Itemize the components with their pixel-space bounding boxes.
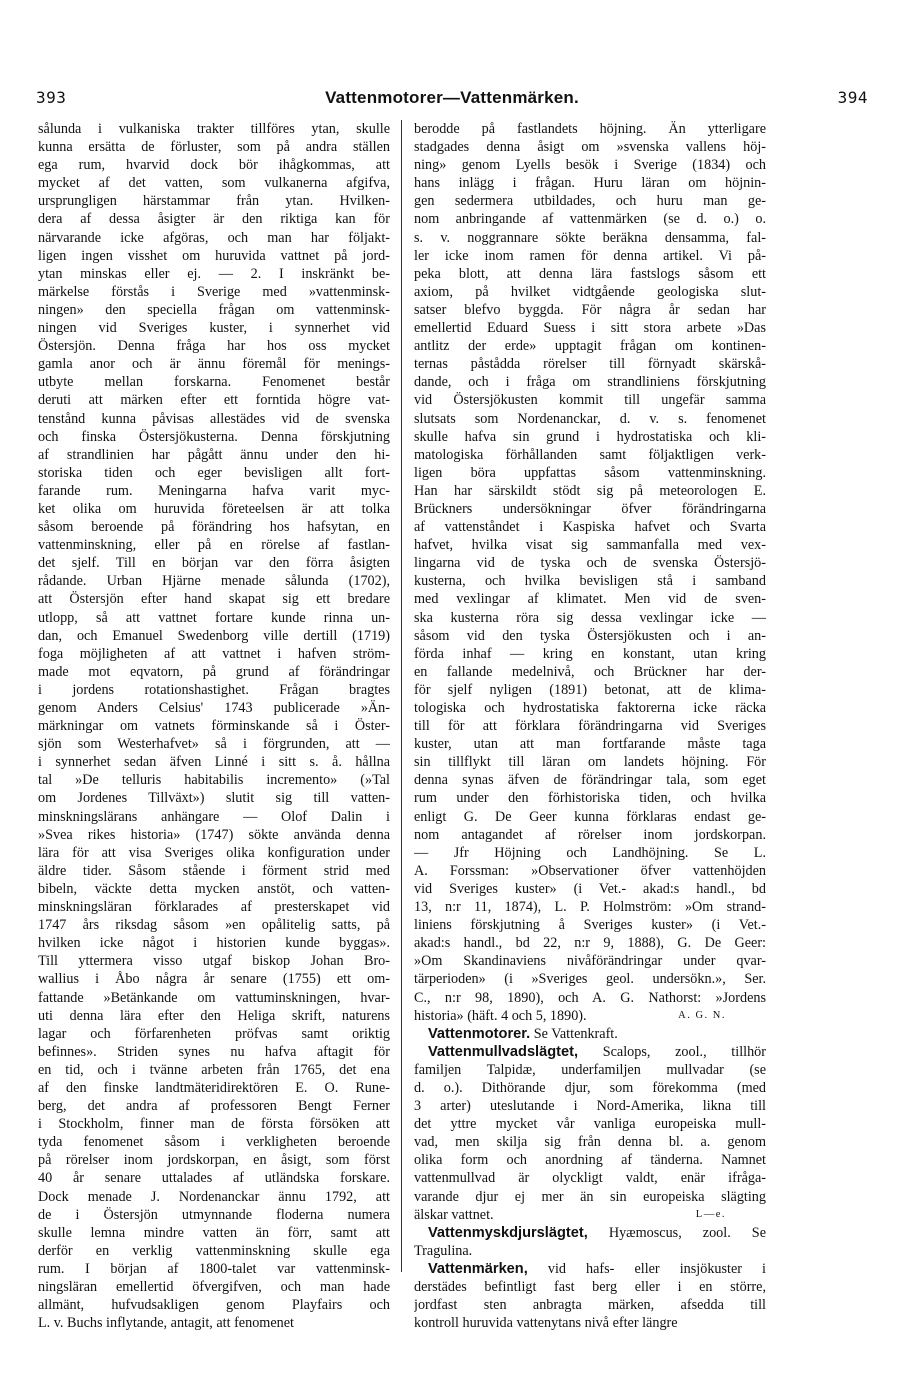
text-line: deruti att märken efter ett forntida högre vat- [38,392,390,409]
text-line: tärperioden» (i »Sveriges geol. undersökn.», Ser. [414,971,766,988]
text-line: foga möjligheten af att vattnet i hafven ström- [38,645,390,662]
right-column [414,120,766,1332]
text-line: »Svea rikes historia» (1747) sökte använda denna [38,826,390,843]
text-line: ligen ingen visshet om huruvida vattnet på jord- [38,247,390,264]
text-line [414,1224,766,1242]
text-line: familjen Talpidæ, underfamiljen mullvadar (se [414,1061,766,1078]
author-signature: L—e. [695,1208,726,1220]
text-line: L. v. Buchs inflytande, antagit, att fenomenet [38,1315,294,1332]
article-headword: Vattenmullvadslägtet, [428,1043,579,1060]
text-line: tenstånd kunna påvisas allestädes vid de svenska [38,410,390,427]
text-line: antlitz der erde» upptagit frågan om kontinen- [414,338,766,355]
text-line: ytan minskas eller ej. — 2. I inskränkt be- [38,265,390,282]
text-line: storiska tiden och eger bevisligen allt fort- [38,464,390,481]
text-line: ningsläran emellertid öfvergifven, och man hade [38,1279,390,1295]
text-line: vattenminskning, eller på en rörelse af fastlan- [38,537,390,554]
text-line: tyda fenomenet såsom i verkligheten beroende [38,1134,390,1151]
text-line: 13, n:r 11, 1874), L. P. Holmström: »Om strand- [414,899,766,916]
text-line: tal »De telluris habitabilis incremento» (»Tal [38,772,390,789]
text-line: med vexlingar af klimatet. Men vid de sven- [414,591,766,608]
text-line: nom antagandet af rörelser inom jordskorpan. [414,826,766,843]
text-line: ursprungligen härstammar från ytan. Hvilken- [38,193,390,210]
text-line: s. v. noggrannare sökte beräkna densamma, fal- [414,229,766,246]
text-line: peka blott, att denna lära fastslogs såsom ett [414,265,766,282]
text-line: dan, och Emanuel Swedenborg ville dertill (1719) [38,627,390,644]
text-line: mycket af det vatten, som vulkanerna afgifva, [38,175,390,192]
text-line: berg, det andra af professoren Bengt Ferner [38,1098,390,1115]
text-line: ler icke inom ramen för denna artikel. Vi på- [414,247,766,264]
text-line: skulle hafva sin grund i hydrostatiska och kli- [414,428,766,445]
text-line: vattenmullvad är olyckligt valdt, enär ifråga- [414,1170,766,1187]
page-header [36,88,868,110]
text-line: minskningsläran förklarades af presterskapet vid [38,899,390,916]
text-line: och finska Östersjökusterna. Denna förskjutning [38,428,390,445]
text-line: sjön som Westerhafvet» så i förgrunden, att — [38,736,390,753]
text-line: befinnes». Striden synes nu hafva aftagit för [38,1043,390,1060]
text-line: Dock menade J. Nordenanckar ännu 1792, att [38,1188,390,1205]
article-headword: Vattenmotorer. [428,1025,531,1042]
text-line: nom anbringande af vattenmärken (se d. o.) o. [414,211,766,228]
text-line: ning» genom Lyells besök i Sverige (1834) och [414,157,766,174]
text-line: made mot eqvatorn, på grund af förändringar [38,663,390,680]
article-headword: Vattenmärken, [428,1260,528,1277]
text-line [414,1260,766,1278]
text-line: farande rum. Meningarna hafva varit myc- [38,482,390,499]
text-line: en fallande medelnivå, och Brückner har der- [414,663,766,680]
text-line: gamla anor och är ännu föremål för menings- [38,356,390,373]
text-line: lära för att visa Sveriges olika konfiguration under [38,844,390,861]
text-line: lingarna vid de tyska och de svenska Östersjö- [414,555,766,572]
text-line: till för att förklara förändringarna vid Sveriges [414,718,766,735]
text-line: att Östersjön efter hand skapat sig ett bredare [38,591,390,608]
text-line: dande, och i fråga om strandliniens förskjutning [414,374,766,391]
text-line: af strandlinien har pågått ännu under den hi- [38,446,390,463]
text-line: dera af dessa åsigter är den riktiga kan för [38,211,390,228]
text-line: bibeln, väckte detta mycken anstöt, och vatten- [38,880,390,897]
text-line: det yttre mycket vår vanliga europeiska mull- [414,1116,766,1133]
text-line: 40 år senare uttalades af utländska forskare. [38,1170,390,1187]
text-line: skulle lemna mindre vatten än förr, samt att [38,1224,390,1241]
page-number-left: 393 [36,88,67,107]
text-line: på rörelser inom jordskorpan, en åsigt, som först [38,1152,390,1169]
text-line: vid Sveriges kuster» (i Vet.- akad:s handl., bd [414,880,766,897]
article-text: Scalops, zool., tillhör [578,1043,766,1060]
text-line: emellertid Eduard Suess i sitt stora arbete »Das [414,320,766,337]
text-line [414,1025,766,1043]
text-line: kunna ersätta de förluster, som på andra ställen [38,139,390,156]
text-line: axiom, på hvilket vidtgående geologiska slut- [414,283,766,300]
text-line: olika form och anordning af tänderna. Namnet [414,1152,766,1169]
text-line-content: historia» (häft. 4 och 5, 1890). [414,1007,587,1024]
text-line: rum under den förhistoriska tiden, och hvilka [414,790,766,807]
page-number-right: 394 [837,88,868,107]
text-line: derstädes befintligt fast berg eller i en större, [414,1279,766,1295]
text-line: satser blefvo byggda. För några år sedan har [414,301,766,318]
text-line: det sjelf. Till en början var den förra åsigten [38,555,390,572]
text-line: i Stockholm, finner man de första försöken att [38,1116,390,1133]
text-line: sålunda i vulkaniska trakter tillföres ytan, skulle [38,121,390,137]
text-line: derför en verklig vattenminskning skulle ega [38,1242,390,1259]
text-line: lagar och förfarenheten pröfvas samt oriktig [38,1025,390,1042]
text-line [414,1007,766,1025]
text-line: märkningar om vatnets förminskande så i Öster- [38,718,390,735]
text-line: stadgades denna åsigt om »svenska vallens höj- [414,139,766,156]
text-line: jordfast sten anbragta märken, afsedda till [414,1297,766,1314]
text-line: »Om Skandinaviens nivåförändringar under qvar- [414,953,766,970]
text-line: C., n:r 98, 1890), och A. G. Nathorst: »Jordens [414,989,766,1006]
text-line: minskningslärans anhängare — Olof Dalin i [38,808,390,825]
text-line: förda inhaf — kring en konstant, utan kring [414,645,766,662]
text-line: utlopp, så att vattnet fortare kunde rinna un- [38,609,390,626]
column-divider [401,120,402,1272]
text-line: rådande. Urban Hjärne menade sålunda (1702), [38,573,390,590]
text-line: kuster, utan att man fortfarande måste taga [414,736,766,753]
author-signature: A. G. N. [678,1009,726,1021]
text-line: hvilken icke något i historien kunde byggas». [38,935,390,952]
text-line: ket olika om huruvida företeelsen är att tolka [38,500,390,517]
text-line: kontroll huruvida vattenytans nivå efter längre [414,1315,678,1332]
text-line: tologiska och hydrostatiska faktorerna icke räcka [414,700,766,716]
text-line-content: älskar vattnet. [414,1206,494,1223]
text-line: ska kusterna röra sig dessa vexlingar icke — [414,609,766,626]
text-line: — Jfr Höjning och Landhöjning. Se L. [414,844,766,861]
text-line: 1747 års riksdag såsom »en opålitelig satts, på [38,917,390,934]
text-line: märkelse förstås i Sverige med »vattenminsk- [38,283,390,300]
text-line: vad, men skilja sig från denna bl. a. genom [414,1134,766,1151]
text-line: ternas påstådda rörelser till förnyadt skärskå- [414,356,766,373]
text-line: A. Forssman: »Observationer öfver vattenhöjden [414,862,766,879]
text-line: denna synas äfven de förändringar tala, som eget [414,772,766,789]
text-line: en tid, och i tvänne arbeten från 1765, det ena [38,1061,390,1078]
text-line [414,1206,766,1224]
text-line: ega rum, hvarvid dock bör ihågkommas, att [38,157,390,174]
running-head: Vattenmotorer—Vattenmärken. [325,88,579,107]
text-line: hans inlägg i frågan. Huru läran om höjnin- [414,175,766,192]
text-line: matologiska förhållanden samt följaktligen verk- [414,446,766,463]
text-line: liniens förskjutning å Sveriges kuster» (i Vet.- [414,917,766,934]
text-line: uti denna lära efter den Heliga skrift, naturens [38,1007,390,1024]
text-line: närvarande icke afgöras, och man har följakt- [38,229,390,246]
text-line: d. o.). Dithörande djur, som förekomma (med [414,1079,766,1096]
text-line: om Jordenes Tillväxt») slutit sig till vatten- [38,790,390,807]
text-line: varande djur ej mer än sin europeiska slägting [414,1188,766,1205]
article-headword: Vattenmyskdjurslägtet, [428,1224,588,1241]
text-line: ningen vid Sveriges kuster, i synnerhet vid [38,320,390,337]
article-text: vid hafs- eller insjökuster i [527,1260,766,1277]
text-line: gen sedermera utbildades, och huru man ge- [414,193,766,210]
article-text: Hyæmoscus, zool. Se [587,1224,766,1241]
text-line: för sjelf nyligen (1891) betonat, att de klima- [414,681,766,698]
text-line: fattande »Betänkande om vattuminskningen, hvar- [38,989,390,1006]
text-line: sin tillflykt till läran om landets höjning. För [414,754,766,771]
text-line: äldre tider. Såsom stående i förment strid med [38,862,390,879]
text-line: af vattenståndet i Kaspiska hafvet och Svarta [414,519,766,536]
text-line: genom Anders Celsius' 1743 publicerade »Än- [38,700,390,716]
text-line: vid Östersjökusten kommit till ungefär samma [414,392,766,409]
text-line: enligt G. De Geer kunna förklaras endast ge- [414,808,766,825]
text-line: Östersjön. Denna fråga har hos oss mycket [38,338,390,355]
article-text: Se Vattenkraft. [530,1025,618,1042]
text-line: ningen» den speciella frågan om vattenminsk- [38,301,390,318]
text-line: berodde på fastlandets höjning. Än ytterligare [414,121,766,137]
text-line: såsom beroende på förändring hos hafsytan, en [38,519,390,536]
text-line: utbyte mellan forskarna. Fenomenet består [38,374,390,391]
left-column [38,120,390,1332]
text-line: af den finske landtmäteridirektören E. O. Rune- [38,1079,390,1096]
text-line: akad:s handl., bd 22, n:r 9, 1888), G. De Geer: [414,935,766,952]
text-line [414,1043,766,1061]
text-line: i jordens rotationshastighet. Frågan bragtes [38,681,390,698]
text-line: Till yttermera visso utgaf biskop Johan Bro- [38,953,390,970]
text-line: Brückners undersökningar öfver förändringarna [414,500,766,517]
text-line: allmänt, hufvudsakligen genom Playfairs och [38,1297,390,1314]
text-line: i synnerhet sedan äfven Linné i sitt s. å. hållna [38,754,390,771]
text-line: Tragulina. [414,1242,473,1259]
text-line: kusterna, och hvilka bevisligen stå i samband [414,573,766,590]
text-line: rum. I början af 1800-talet var vattenminsk- [38,1260,390,1277]
text-line: wallius i Åbo några år senare (1755) ett om- [38,971,390,988]
text-line: slutsats som Nordenanckar, d. v. s. fenomenet [414,410,766,427]
text-line: 3 arter) uteslutande i Nord-Amerika, likna till [414,1098,766,1115]
text-line: de i Östersjön utmynnande floderna numera [38,1206,390,1223]
text-line: hafvet, hvilka visat sig sammanfalla med vex- [414,537,766,554]
text-line: Han har särskildt stödt sig på meteorologen E. [414,482,766,499]
text-line: såsom vid den tyska Östersjökusten och i an- [414,627,766,644]
text-line: ligen böra uppfattas såsom vattenminskning. [414,464,766,481]
